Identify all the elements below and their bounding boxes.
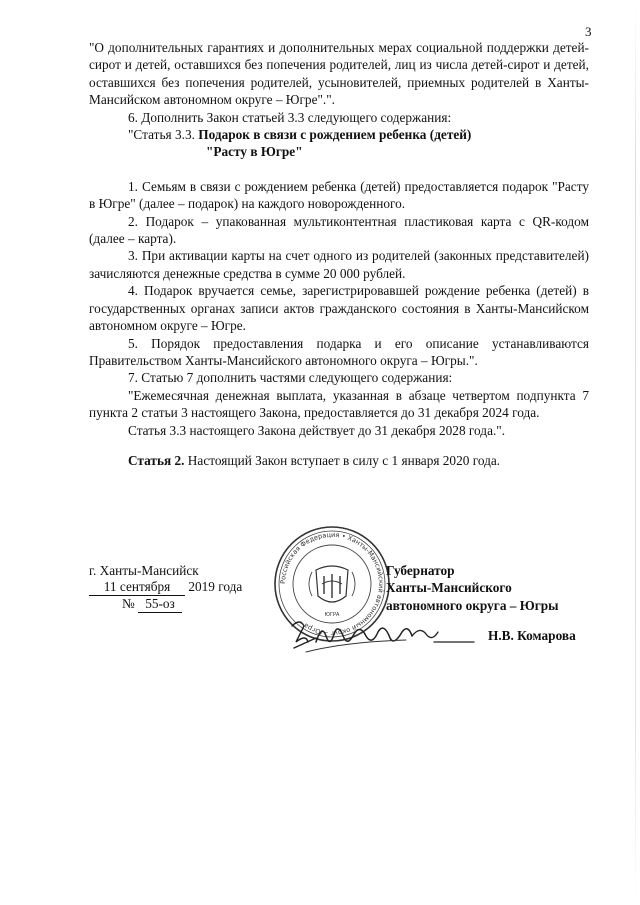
seal-center-text: ЮГРА	[324, 612, 340, 618]
article-point-1: 1. Семьям в связи с рождением ребенка (детей) предоставляется подарок "Расту в Югре" (далее – подарок) на каждого новорожденного.	[89, 178, 589, 212]
document-body	[89, 39, 589, 469]
spacer	[89, 161, 589, 178]
law-number-value: 55-оз	[138, 596, 182, 613]
seal-emblem-icon	[309, 566, 355, 602]
article-point-4: 4. Подарок вручается семье, зарегистрировавшей рождение ребенка (детей) в государственных органах записи актов гражданского состояния в Ханты-Мансийском автономном округе – Югре.	[89, 283, 589, 334]
article-3-3-title-second: "Расту в Югре"	[206, 144, 303, 160]
article-2	[89, 452, 589, 469]
page-number: 3	[585, 24, 592, 39]
signatory-title-line3: автономного округа – Югры	[386, 597, 559, 613]
article-2-text: Настоящий Закон вступает в силу с 1 января 2020 года.	[184, 452, 501, 468]
signatory-name: Н.В. Комарова	[488, 628, 576, 643]
law-number-label: №	[122, 596, 135, 611]
signing-day-month: 11 сентября	[89, 579, 185, 596]
signatory-title	[386, 562, 559, 614]
paragraph-amendment-6: 6. Дополнить Закон статьей 3.3 следующего содержания:	[128, 109, 452, 125]
article-3-3-title: Подарок в связи с рождением ребенка (детей)	[198, 127, 472, 143]
signing-city: г. Ханты-Мансийск	[89, 563, 199, 578]
law-number	[122, 596, 182, 613]
handwritten-signature-icon	[286, 612, 476, 660]
article-3-3-prefix: "Статья 3.3.	[128, 127, 195, 143]
paragraph-amendment-7: 7. Статью 7 дополнить частями следующего содержания:	[128, 370, 453, 386]
signatory-title-line2: Ханты-Мансийского	[386, 580, 512, 596]
article-point-2: 2. Подарок – упакованная мультиконтентная пластиковая карта с QR-кодом (далее – карта).	[89, 213, 589, 247]
article-3-3-heading	[89, 126, 589, 143]
paragraph-law-title: "О дополнительных гарантиях и дополнительных мерах социальной поддержки детей-сирот и детей, оставшихся без попечения родителей, лиц из числа детей-сирот и детей, оставшихся без попечения родителей, усыновителей, приемных родителей в Ханты-Мансийском автономном округе – Югре".".	[89, 40, 589, 108]
scan-edge-line	[635, 0, 636, 905]
article-2-label: Статья 2.	[128, 452, 185, 468]
seal-ring-text: Российская Федерация • Ханты-Мансийский автономный округ – Югра •	[278, 530, 386, 638]
paragraph-monthly-payment: "Ежемесячная денежная выплата, указанная в абзаце четвертом подпункта 7 пункта 2 статьи 3 настоящего Закона, предоставляется до 31 декабря 2024 года.	[89, 387, 589, 421]
article-point-5: 5. Порядок предоставления подарка и его описание устанавливаются Правительством Ханты-Мансийского автономного округа – Югры.".	[89, 335, 589, 368]
article-point-3: 3. При активации карты на счет одного из родителей (законных представителей) зачисляются денежные средства в сумме 20 000 рублей.	[89, 248, 589, 281]
signatory-title-line1: Губернатор	[386, 563, 455, 578]
spacer	[89, 439, 589, 452]
signing-date	[89, 579, 242, 596]
signing-year: 2019 года	[188, 579, 243, 594]
paragraph-validity: Статья 3.3 настоящего Закона действует до 31 декабря 2028 года.".	[128, 422, 506, 438]
